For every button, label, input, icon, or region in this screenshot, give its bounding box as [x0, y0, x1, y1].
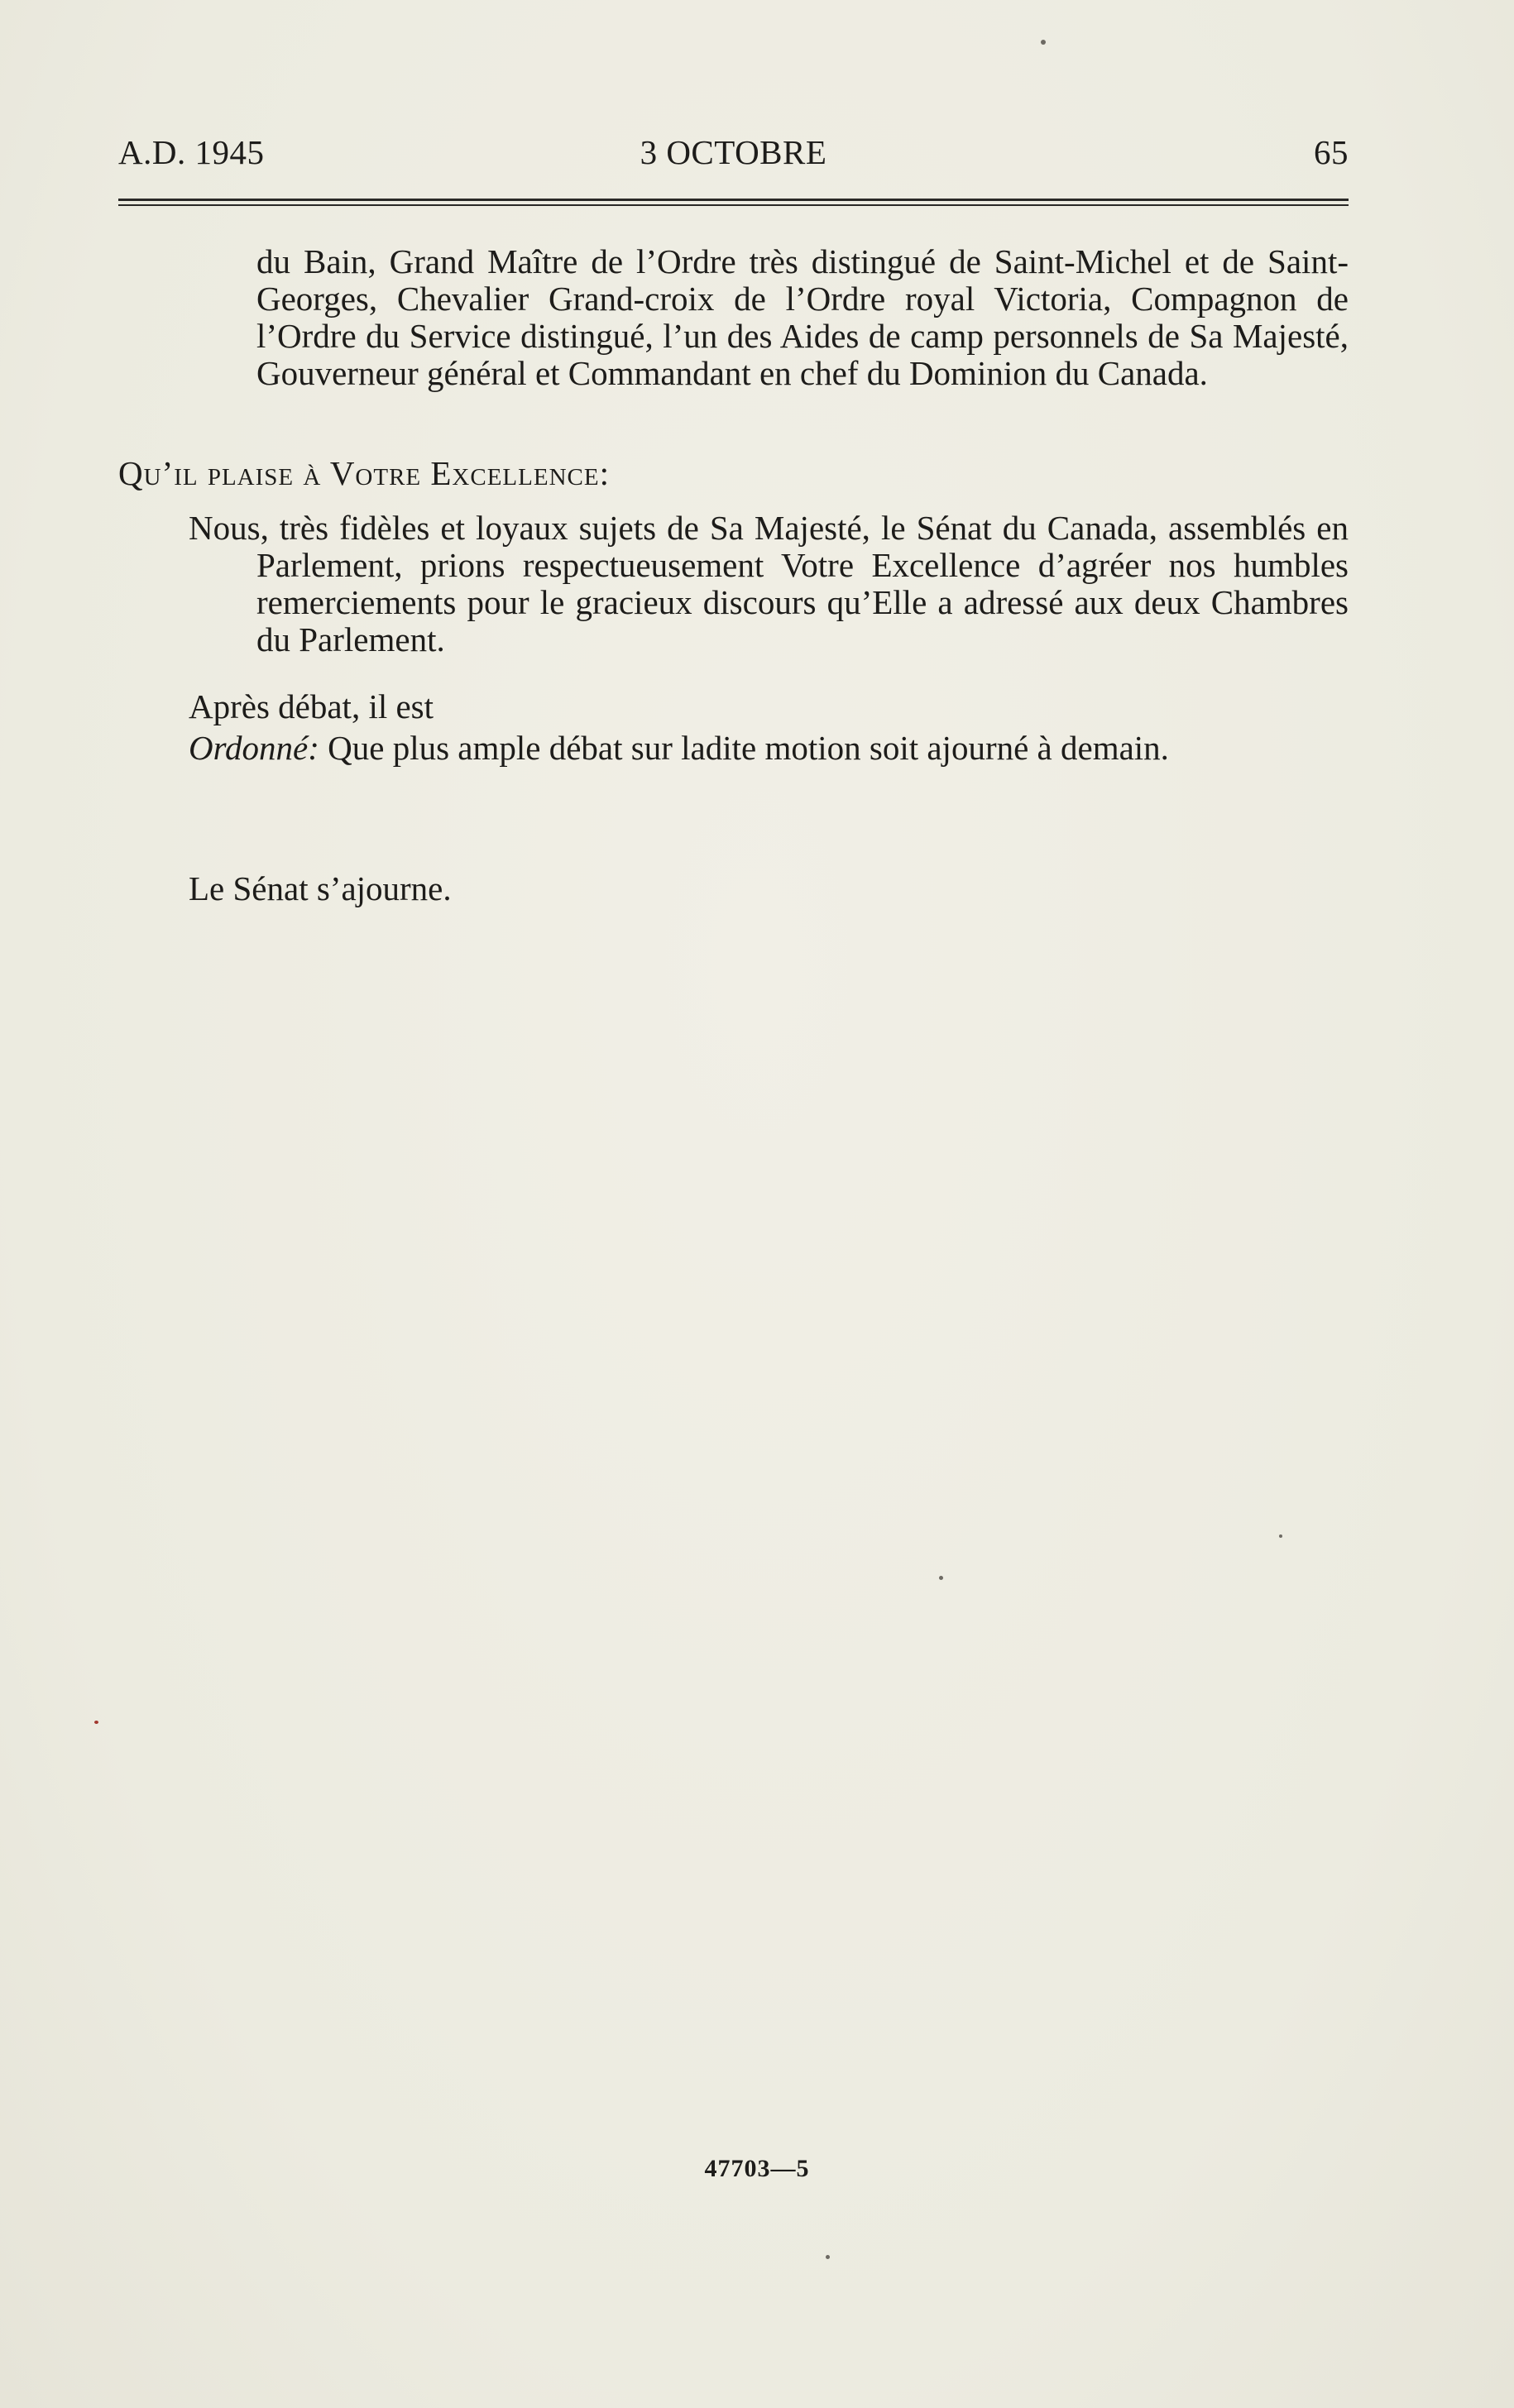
ordonne-text: Que plus ample débat sur ladite motion soit ajourné à demain.: [319, 729, 1169, 767]
header-rule-bottom: [118, 204, 1349, 206]
header-date: 3 OCTOBRE: [640, 133, 827, 171]
paper-speck: [94, 1721, 98, 1724]
page-header: [118, 132, 1349, 182]
apres-debat-line: Après débat, il est: [189, 687, 434, 725]
print-code: 47703—5: [704, 2155, 810, 2182]
ordonne-line: [189, 728, 1169, 768]
ordonne-label: Ordonné:: [189, 729, 319, 767]
header-rule-top: [118, 199, 1349, 201]
senat-adjourns-line: Le Sénat s’ajourne.: [189, 869, 452, 907]
paper-speck: [826, 2255, 830, 2259]
paper-speck: [939, 1576, 943, 1580]
address-paragraph: Nous, très fidèles et loyaux sujets de Sa Majesté, le Sénat du Canada, assemblés en Parlement, prions respectueusement Votre Excellence d’agréer nos humbles remerciements pour le gracieux discours qu’Elle a adressé aux deux Chambres du Parlement.: [189, 509, 1349, 658]
paper-speck: [1279, 1534, 1282, 1538]
page-number: 65: [1314, 133, 1349, 171]
paper-speck: [1041, 40, 1046, 45]
address-heading: Qu’il plaise à Votre Excellence:: [118, 454, 610, 492]
header-year: A.D. 1945: [118, 133, 265, 171]
continued-paragraph: du Bain, Grand Maître de l’Ordre très distingué de Saint-Michel et de Saint-Georges, Chevalier Grand-croix de l’Ordre royal Victoria, Compagnon de l’Ordre du Service distingué, l’un des Aides de camp personnels de Sa Majesté, Gouverneur général et Commandant en chef du Dominion du Canada.: [256, 242, 1349, 392]
